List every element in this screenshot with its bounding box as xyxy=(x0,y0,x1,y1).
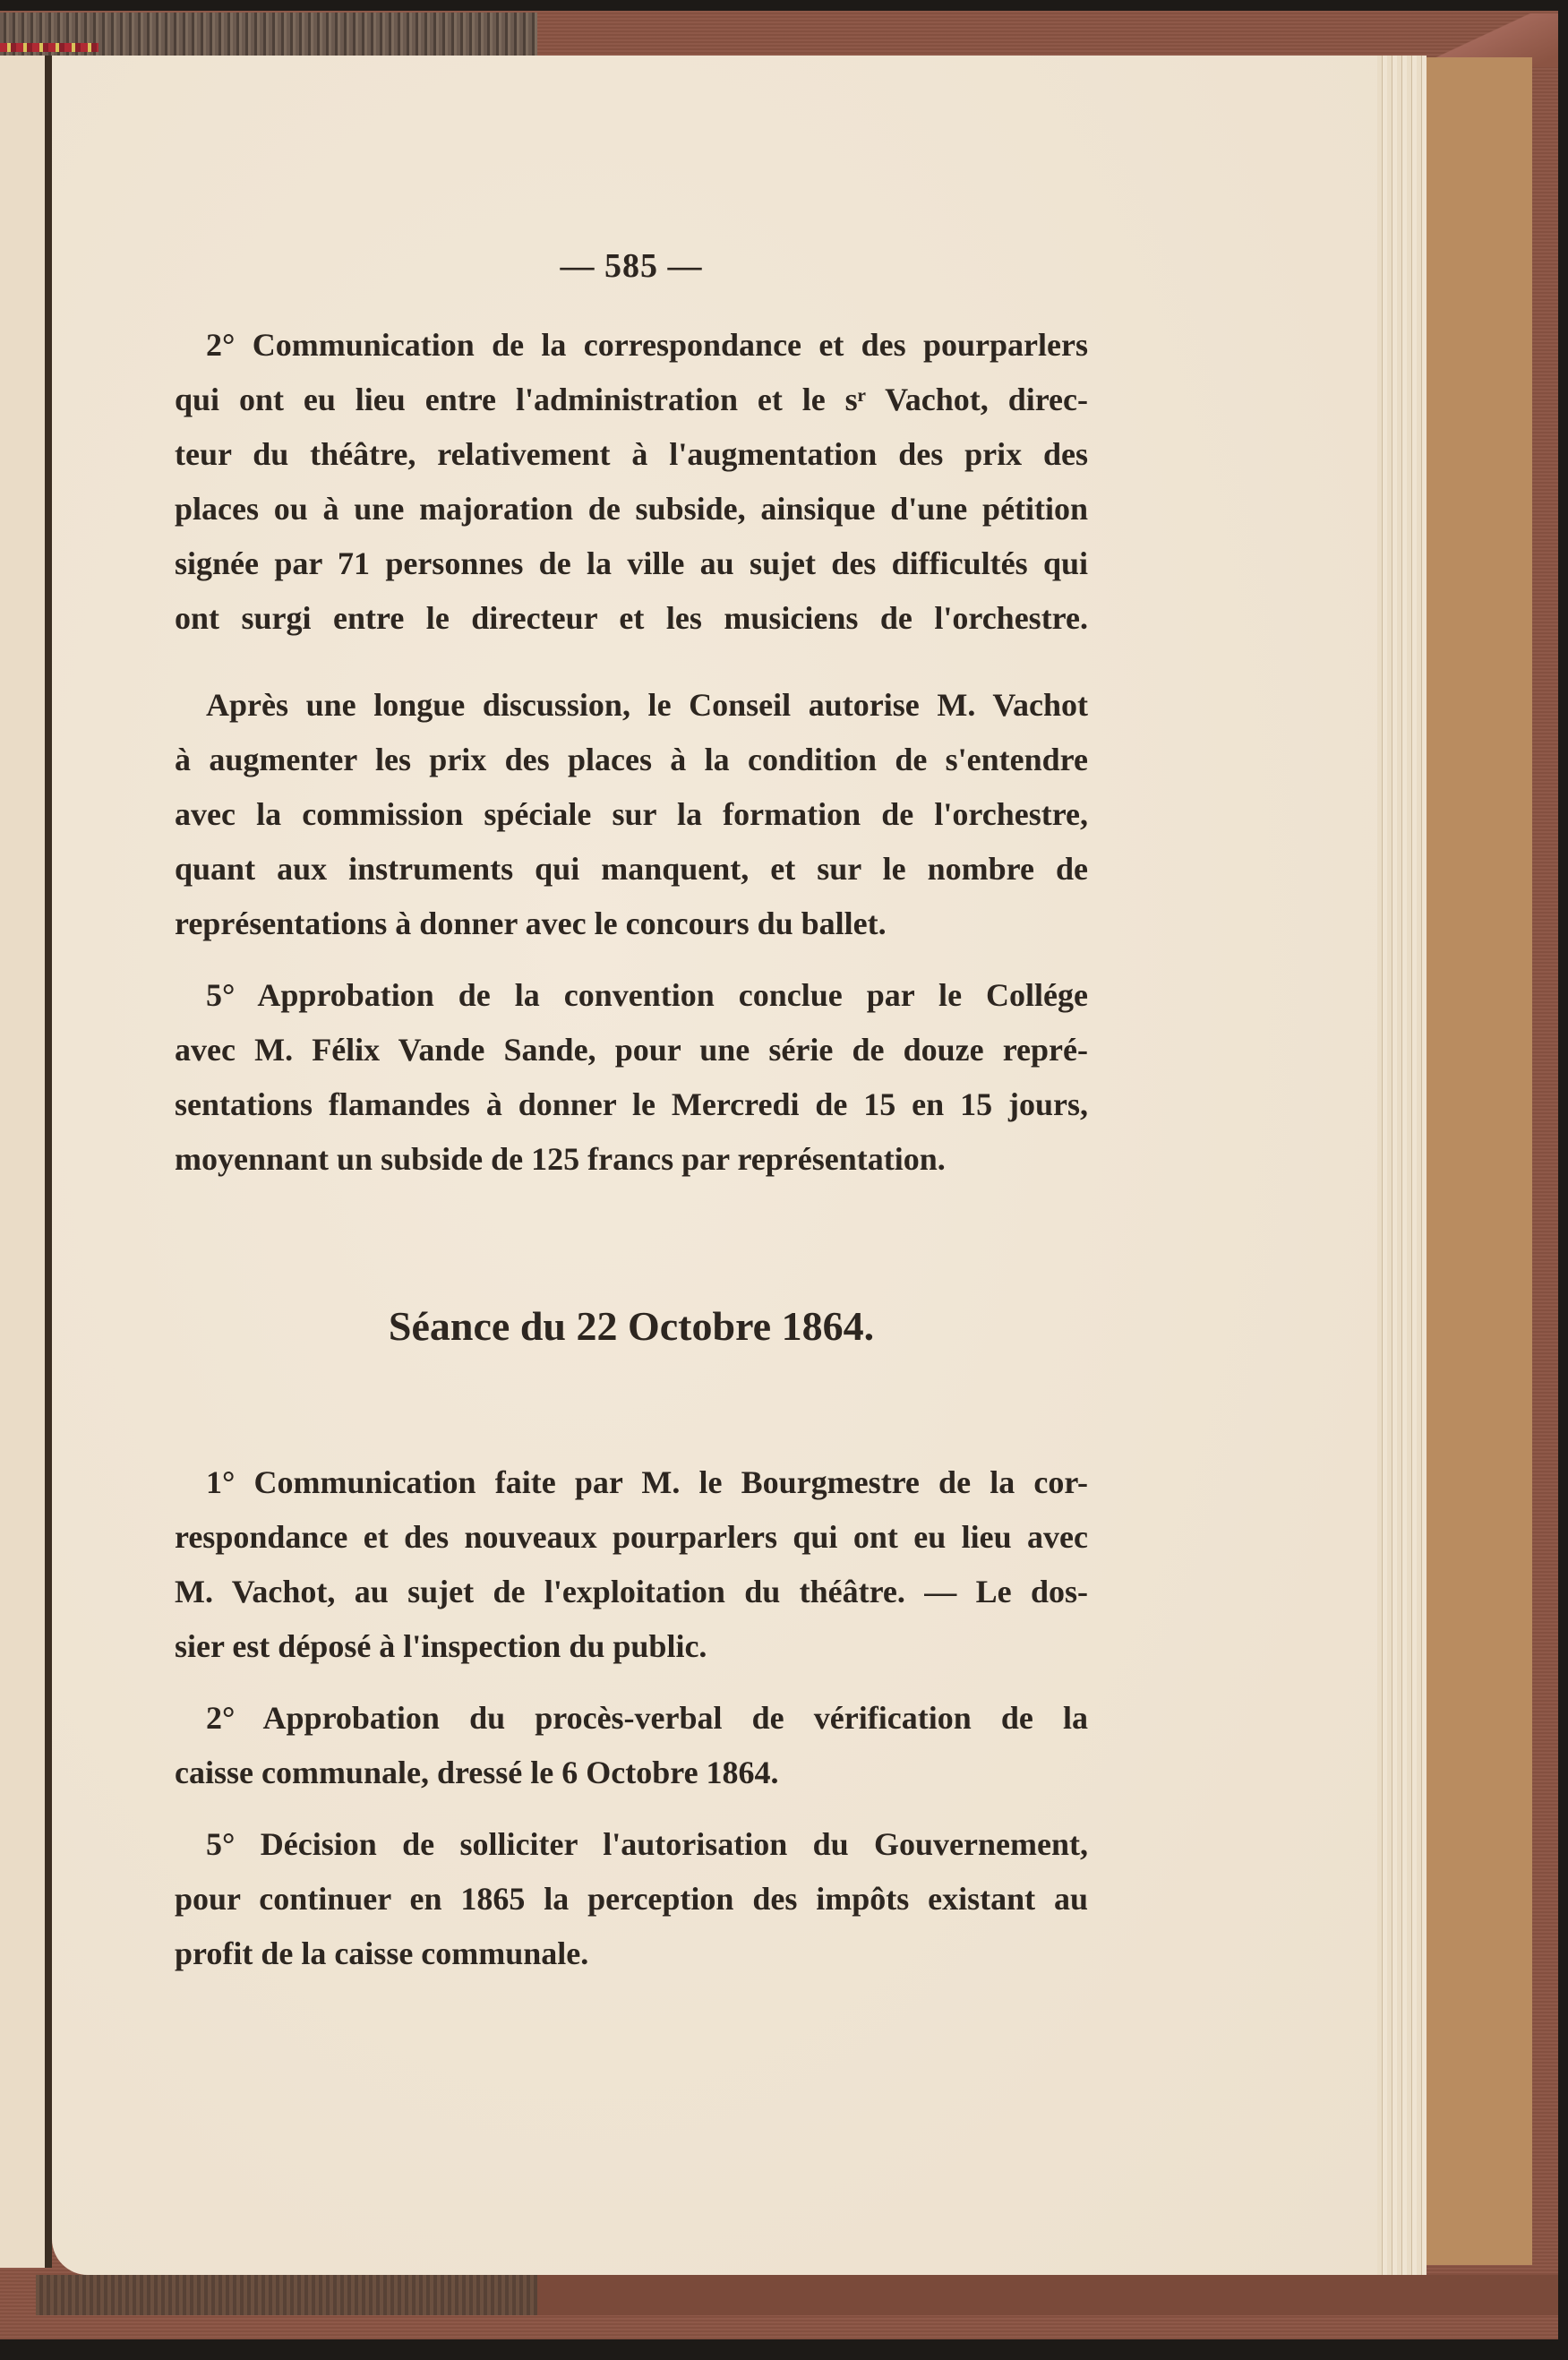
text-line: profit de la caisse communale. xyxy=(175,1935,589,1971)
text-line: avec la commission spéciale sur la formation de l'orchestre, xyxy=(175,796,1088,832)
headband-stripe xyxy=(0,43,99,52)
endpaper xyxy=(1427,57,1532,2265)
text-line: quant aux instruments qui manquent, et sur le nombre de xyxy=(175,851,1088,887)
book-gutter xyxy=(45,56,52,2268)
text-line: représentations à donner avec le concours du ballet. xyxy=(175,905,887,941)
text-line: signée par 71 personnes de la ville au sujet des difficultés qui xyxy=(175,545,1088,581)
text-line: 2° Approbation du procès-verbal de vérification de la xyxy=(206,1700,1088,1736)
text-line: teur du théâtre, relativement à l'augmentation des prix des xyxy=(175,436,1088,472)
text-line: M. Vachot, au sujet de l'exploitation du théâtre. — Le dos- xyxy=(175,1574,1088,1609)
text-line: avec M. Félix Vande Sande, pour une série de douze repré- xyxy=(175,1032,1088,1068)
text-line: 2° Communication de la correspondance et des pourparlers xyxy=(206,327,1088,363)
text-line: sier est déposé à l'inspection du public. xyxy=(175,1628,707,1664)
text-line: à augmenter les prix des places à la condition de s'entendre xyxy=(175,742,1088,777)
text-line: respondance et des nouveaux pourparlers qui ont eu lieu avec xyxy=(175,1519,1088,1555)
bottom-band xyxy=(36,2275,537,2315)
text-line: ont surgi entre le directeur et les musiciens de l'orchestre. xyxy=(175,600,1088,636)
previous-page-edge xyxy=(0,56,45,2268)
page-edges xyxy=(1377,56,1427,2275)
text-line: places ou à une majoration de subside, ainsique d'une pétition xyxy=(175,491,1088,527)
text-line: 5° Décision de solliciter l'autorisation du Gouvernement, xyxy=(206,1826,1088,1862)
text-line: qui ont eu lieu entre l'administration et le sʳ Vachot, direc- xyxy=(175,382,1088,417)
text-line: caisse communale, dressé le 6 Octobre 1864. xyxy=(175,1755,779,1790)
session-heading: Séance du 22 Octobre 1864. xyxy=(388,1303,875,1349)
text-line: moyennant un subside de 125 francs par représentation. xyxy=(175,1141,946,1177)
text-line: sentations flamandes à donner le Mercredi de 15 en 15 jours, xyxy=(175,1086,1088,1122)
text-line: 1° Communication faite par M. le Bourgmestre de la cor- xyxy=(206,1464,1088,1500)
text-line: pour continuer en 1865 la perception des impôts existant au xyxy=(175,1881,1088,1917)
text-line: 5° Approbation de la convention conclue par le Collége xyxy=(206,977,1088,1013)
page-number: — 585 — xyxy=(560,247,703,285)
text-line: Après une longue discussion, le Conseil autorise M. Vachot xyxy=(206,687,1088,723)
